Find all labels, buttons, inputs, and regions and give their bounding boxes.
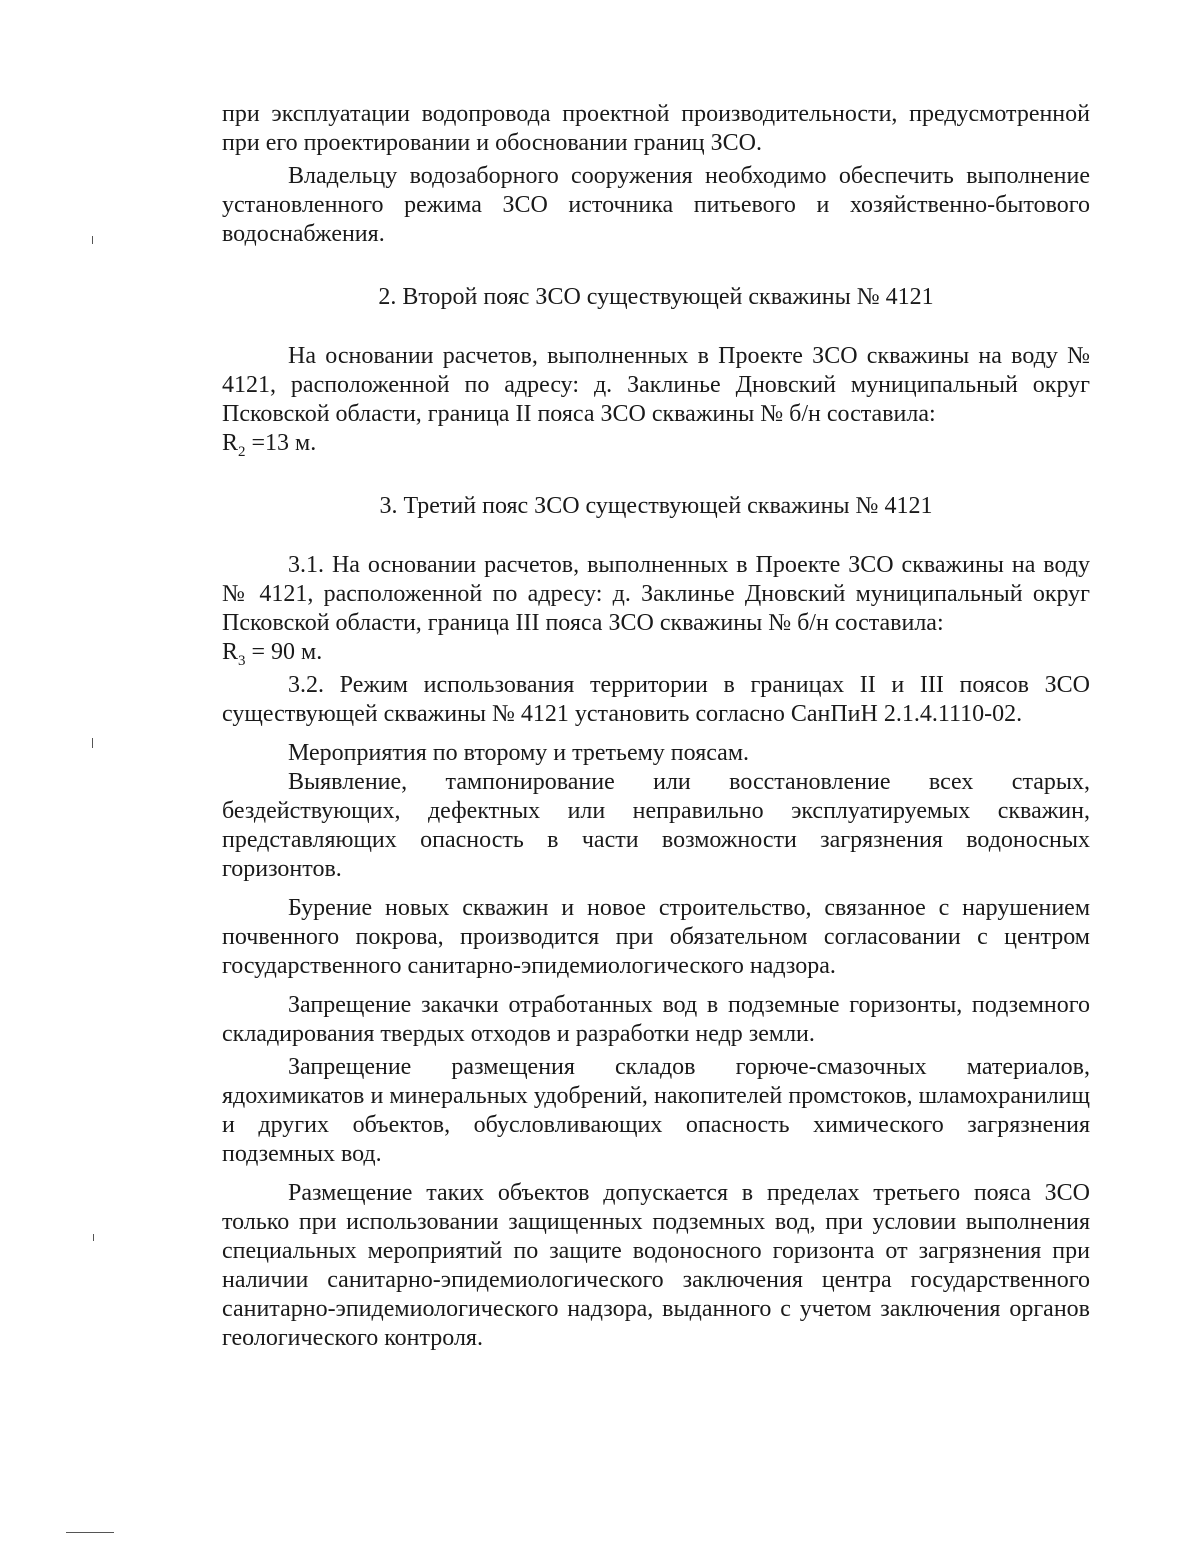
intro-paragraph: при эксплуатации водопровода проектной производительности, предусмотренной при его проектировании и обосновании границ ЗСО. — [222, 101, 1090, 156]
scan-mark-4 — [66, 1532, 114, 1533]
measure-2-paragraph: Бурение новых скважин и новое строительство, связанное с нарушением почвенного покрова, производится при обязательном согласовании с центром государственного санитарно-эпидемиологического надзора. — [222, 895, 1090, 979]
measures-title: Мероприятия по второму и третьему поясам. — [288, 740, 750, 766]
measure-5-paragraph: Размещение таких объектов допускается в пределах третьего пояса ЗСО только при использовании защищенных подземных вод, при условии выполнения специальных мероприятий по защите водоносного горизонта от загрязнения при наличии санитарно-эпидемиологического заключения центра государственного санитарно-эпидемиологического надзора, выданного с учетом заключения органов геологического контроля. — [222, 1180, 1090, 1351]
section-3-heading: 3. Третий пояс ЗСО существующей скважины № 4121 — [379, 493, 933, 519]
measure-3-paragraph: Запрещение закачки отработанных вод в подземные горизонты, подземного складирования твердых отходов и разработки недр земли. — [222, 992, 1090, 1047]
radius-2-subscript: 2 — [238, 443, 246, 460]
section-2-radius — [222, 429, 1090, 458]
scan-mark-3 — [93, 1234, 94, 1241]
section-3-1-paragraph: 3.1. На основании расчетов, выполненных в Проекте ЗСО скважины на воду № 4121, расположенной по адресу: д. Заклинье Дновский муниципальный округ Псковской области, граница III пояса ЗСО скважины № б/н составила: — [222, 552, 1090, 636]
section-3-2-paragraph: 3.2. Режим использования территории в границах II и III поясов ЗСО существующей скважины № 4121 установить согласно СанПиН 2.1.4.1110-02. — [222, 672, 1090, 727]
scan-mark-2 — [92, 738, 93, 748]
radius-2-value: =13 м. — [245, 430, 317, 456]
radius-3-symbol: R — [222, 639, 239, 665]
radius-2-symbol: R — [222, 430, 239, 456]
measure-1-paragraph: Выявление, тампонирование или восстановление всех старых, бездействующих, дефектных или неправильно эксплуатируемых скважин, представляющих опасность в части возможности загрязнения водоносных горизонтов. — [222, 769, 1090, 882]
scan-mark-1 — [92, 236, 93, 244]
radius-3-subscript: 3 — [238, 652, 246, 669]
radius-3-value: = 90 м. — [245, 639, 323, 665]
measure-4-paragraph: Запрещение размещения складов горюче-смазочных материалов, ядохимикатов и минеральных удобрений, накопителей промстоков, шламохранилищ и других объектов, обусловливающих опасность химического загрязнения подземных вод. — [222, 1054, 1090, 1167]
section-2-heading: 2. Второй пояс ЗСО существующей скважины № 4121 — [378, 284, 934, 310]
section-2-paragraph: На основании расчетов, выполненных в Проекте ЗСО скважины на воду № 4121, расположенной по адресу: д. Заклинье Дновский муниципальный округ Псковской области, граница II пояса ЗСО скважины № б/н составила: — [222, 343, 1090, 427]
document-body — [222, 100, 1090, 1353]
section-3-radius — [222, 638, 1090, 667]
owner-paragraph: Владельцу водозаборного сооружения необходимо обеспечить выполнение установленного режима ЗСО источника питьевого и хозяйственно-бытового водоснабжения. — [222, 163, 1090, 247]
